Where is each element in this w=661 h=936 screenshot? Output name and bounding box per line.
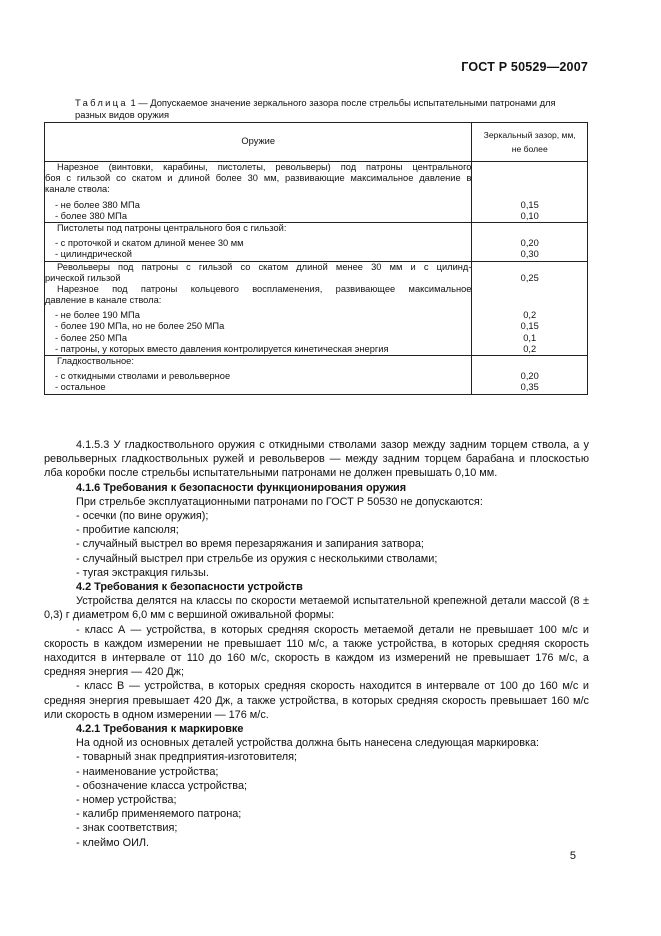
- row-text: Нарезное под патроны кольцевого воспламенения, развивающее максимальное: [57, 283, 472, 294]
- row-text: Гладкоствольное:: [57, 356, 134, 366]
- header-clearance-line1: Зеркальный зазор, мм,: [483, 130, 576, 140]
- section-heading: 4.2.1 Требования к маркировке: [76, 723, 244, 736]
- table-row: [45, 162, 588, 223]
- paragraph: Устройства делятся на классы по скорости метаемой испытательной крепежной детали массой (8 ± 0,3) г диаметром 6,0 мм с вершиной оживальной формы:: [44, 595, 589, 622]
- row-item: - цилиндрической: [55, 249, 132, 260]
- table-caption: [75, 97, 587, 121]
- standard-designation: ГОСТ Р 50529—2007: [461, 60, 588, 74]
- paragraph: - класс А — устройства, в которых средняя скорость метаемой детали не превышает 100 м/с и скорость в каждом измерении не превышает 110 м/с, а также устройства, в которых средняя скорость находится в интервале от 110 до 160 м/с, скорость в каждом из измерений не превышает 176 м/с, а средняя энергия — 420 Дж;: [44, 623, 589, 679]
- row-value: 0,20: [520, 371, 539, 382]
- row-text: давление в канале ствола:: [45, 295, 162, 306]
- row-item: - патроны, у которых вместо давления контролируется кинетическая энергия: [55, 343, 389, 354]
- paragraph: - класс В — устройства, в которых средняя скорость находится в интервале от 100 до 160 м/с и средняя энергия превышает 420 Дж, а также устройства, в которых средняя скорость превышает 160 м/с или скорость в одном измерении — 176 м/с.: [44, 680, 589, 721]
- list-item: - товарный знак предприятия-изготовителя;: [76, 751, 298, 764]
- row-item: - с откидными стволами и револьверное: [55, 371, 231, 382]
- list-item: - случайный выстрел во время перезаряжания и запирания затвора;: [76, 538, 424, 551]
- header-clearance: [472, 123, 588, 162]
- row-value: 0,15: [520, 199, 539, 210]
- row-item: - остальное: [55, 382, 106, 393]
- row-value: 0,25: [520, 272, 539, 283]
- row-item: - не более 190 МПа: [55, 310, 140, 321]
- section-heading: 4.2 Требования к безопасности устройств: [76, 581, 303, 594]
- list-item: - калибр применяемого патрона;: [76, 808, 242, 821]
- table-header-row: [45, 123, 588, 162]
- table-row: [45, 356, 588, 395]
- row-value: 0,20: [520, 238, 539, 249]
- paragraph: На одной из основных деталей устройства должна быть нанесена следующая маркировка:: [76, 737, 540, 750]
- clearance-table: [44, 122, 588, 395]
- row-text: канале ствола:: [45, 184, 110, 195]
- row-text: рической гильзой: [45, 272, 121, 283]
- header-weapon: Оружие: [45, 123, 472, 162]
- row-value: 0,2: [523, 310, 537, 321]
- list-item: - случайный выстрел при стрельбе из оружия с несколькими стволами;: [76, 552, 438, 565]
- row-value: 0,15: [520, 321, 539, 332]
- list-item: - клеймо ОИЛ.: [76, 836, 150, 849]
- row-value: 0,2: [523, 343, 537, 354]
- body-text: [44, 438, 589, 850]
- table-caption-label: Таблица: [75, 97, 128, 108]
- row-item: - более 380 МПа: [55, 210, 128, 221]
- list-item: - тугая экстракция гильзы.: [76, 566, 209, 579]
- row-value: 0,30: [520, 249, 539, 260]
- page-number: 5: [569, 850, 576, 862]
- row-text: боя с гильзой со скатом и длиной более 30 мм, развивающие максимальное давление в: [45, 173, 472, 184]
- header-clearance-line2: не более: [511, 144, 548, 154]
- table-row: [45, 222, 588, 261]
- row-value: 0,35: [520, 382, 539, 393]
- row-item: - с проточкой и скатом длиной менее 30 мм: [55, 238, 244, 249]
- list-item: - пробитие капсюля;: [76, 524, 179, 537]
- list-item: - знак соответствия;: [76, 822, 178, 835]
- table-row: [45, 261, 588, 356]
- row-item: - не более 380 МПа: [55, 199, 140, 210]
- list-item: - наименование устройства;: [76, 765, 219, 778]
- list-item: - обозначение класса устройства;: [76, 779, 248, 792]
- row-item: - более 190 МПа, но не более 250 МПа: [55, 321, 225, 332]
- row-item: - более 250 МПа: [55, 332, 128, 343]
- row-value: 0,10: [520, 210, 539, 221]
- paragraph: При стрельбе эксплуатационными патронами по ГОСТ Р 50530 не допускаются:: [76, 495, 483, 508]
- row-value: 0,1: [523, 332, 537, 343]
- list-item: - номер устройства;: [76, 794, 177, 807]
- row-text: Нарезное (винтовки, карабины, пистолеты, револьверы) под патроны центрального: [57, 162, 472, 172]
- section-heading: 4.1.6 Требования к безопасности функционирования оружия: [76, 481, 407, 494]
- row-text: Револьверы под патроны с гильзой со скатом длиной менее 30 мм и с цилинд-: [57, 261, 472, 272]
- paragraph: 4.1.5.3 У гладкоствольного оружия с откидными стволами зазор между задним торцем ствола, а у револьверных гладкоствольных ружей и револьверов — между задним торцем барабана и плоскостью лба коробки после стрельбы испытательными патронами не должен превышать 0,10 мм.: [44, 439, 589, 480]
- table-caption-text: 1 — Допускаемое значение зеркального зазора после стрельбы испытательными патронами для разных видов оружия: [75, 97, 556, 120]
- list-item: - осечки (по вине оружия);: [76, 510, 209, 523]
- row-text: Пистолеты под патроны центрального боя с гильзой:: [57, 222, 287, 233]
